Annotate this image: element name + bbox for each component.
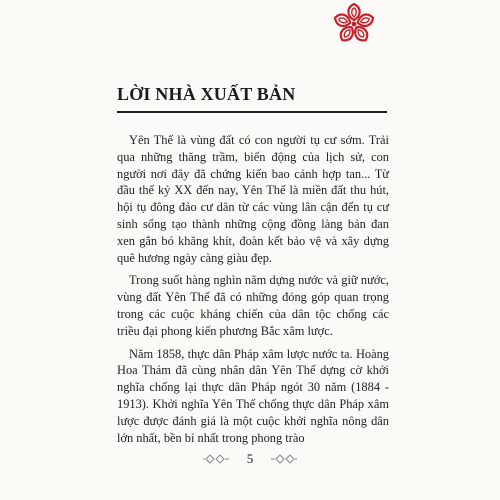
flower-emblem-icon (332, 2, 376, 46)
title-underline (117, 111, 387, 113)
paragraph: Yên Thế là vùng đất có con người tụ cư sớm. Trải qua những thăng trầm, biến động của lịch sử, con người nơi đây đã chứng kiến bao cảnh hợp tan... Từ đầu thế kỷ XX đến nay, Yên Thế là miền đất thu hút, hội tụ đông đảo cư dân từ các vùng lân cận đến tụ cư sinh sống tạo thành những cộng đồng làng bản đan xen gắn bó khăng khít, đoàn kết bảo vệ và xây dựng quê hương ngày càng giàu đẹp. (117, 133, 389, 265)
page-footer (200, 450, 300, 470)
diamond-ornament-icon (270, 452, 298, 466)
body-text (117, 132, 389, 452)
paragraph: Năm 1858, thực dân Pháp xâm lược nước ta. Hoàng Hoa Thám đã cùng nhân dân Yên Thế dựng cờ khởi nghĩa chống lại thực dân Pháp ngót 30 năm (1884 - 1913). Khởi nghĩa Yên Thế chống thực dân Pháp xâm lược được đánh giá là một cuộc khởi nghĩa nông dân lớn nhất, bền bỉ nhất trong phong trào (117, 346, 389, 445)
paragraph: Trong suốt hàng nghìn năm dựng nước và giữ nước, vùng đất Yên Thế đã có những đóng góp quan trọng trong các cuộc kháng chiến của dân tộc chống các triều đại phong kiến phương Bắc xâm lược. (117, 273, 389, 338)
page-title: LỜI NHÀ XUẤT BẢN (117, 84, 296, 104)
page-number: 5 (246, 451, 254, 466)
